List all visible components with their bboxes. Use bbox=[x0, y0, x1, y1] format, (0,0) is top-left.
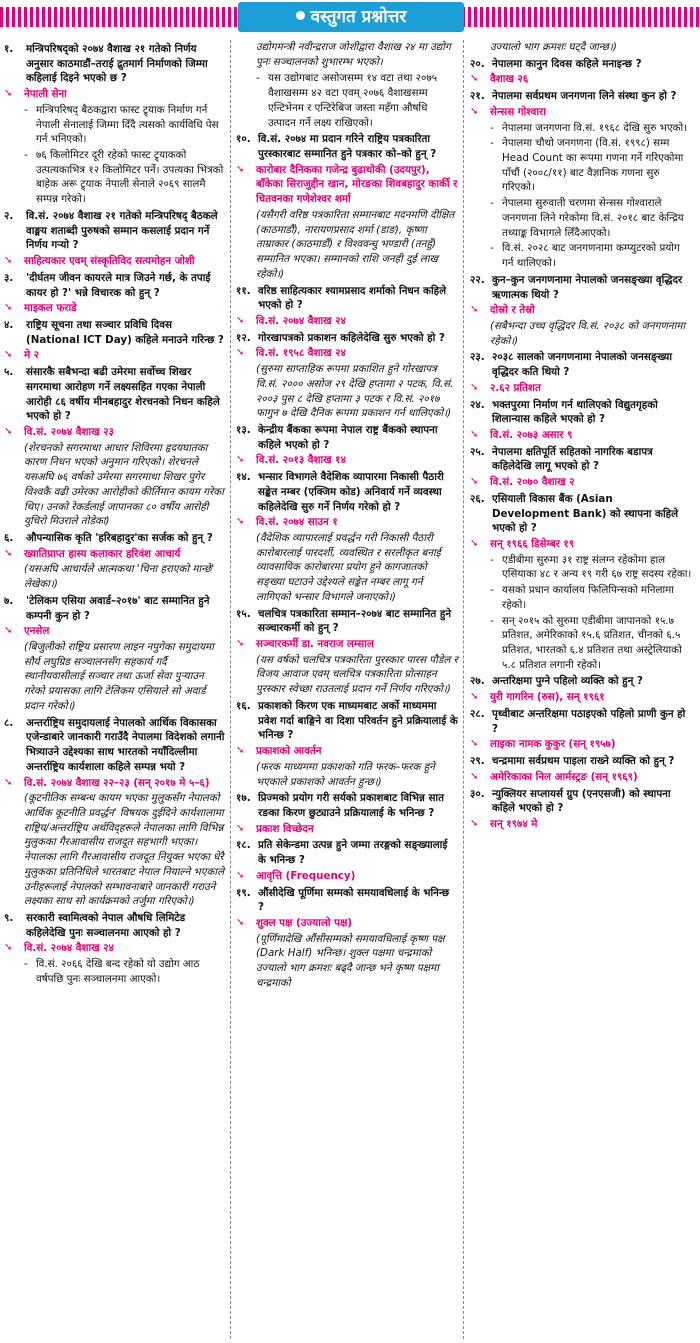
question-item bbox=[470, 674, 692, 689]
question-number: ३०. bbox=[470, 787, 485, 800]
answer-arrow-icon: ➘ bbox=[236, 916, 245, 928]
answer-text: सञ्चारकर्मी डा. नवराज लम्साल bbox=[256, 638, 374, 651]
question-number: २७. bbox=[470, 675, 485, 688]
answer-text: प्रकाश विच्छेदन bbox=[256, 822, 314, 835]
answer-arrow-icon: ➘ bbox=[470, 817, 479, 829]
bullet-dash-icon: - bbox=[490, 242, 494, 255]
answer-text: वि.सं. २०७४ वैशाख २३ bbox=[24, 425, 114, 438]
question-item bbox=[236, 699, 458, 743]
question-text: नेपालमा क्षतिपूर्ति सहितको नागरिक बडापत्र कहिलेदेखि लागू भएको हो ? bbox=[492, 445, 653, 473]
answer-item bbox=[4, 425, 226, 440]
answer-item bbox=[470, 475, 692, 490]
answer-arrow-icon: ➘ bbox=[236, 822, 245, 834]
answer-item bbox=[470, 537, 692, 552]
question-number: १८. bbox=[236, 839, 251, 852]
answer-item bbox=[236, 916, 458, 931]
question-number: ६. bbox=[4, 532, 14, 544]
answer-arrow-icon: ➘ bbox=[470, 105, 479, 117]
question-number: ३. bbox=[4, 271, 14, 284]
answer-text: वि.सं. २०७० वैशाख २ bbox=[490, 476, 575, 489]
question-item bbox=[4, 271, 226, 300]
bullet-text: वि.सं. २०६६ देखि बन्द रहेको यो उद्योग आठ वर्षपछि पुनः सञ्चालनमा आएको। bbox=[36, 958, 200, 985]
question-number: २५. bbox=[470, 445, 485, 458]
answer-arrow-icon: ➘ bbox=[4, 255, 13, 267]
answer-item bbox=[4, 87, 226, 102]
bullet-text: ७६ किलोमिटर दूरी रहेको फास्ट ट्र्याकको उत्पत्यकाभित्र १२ किलोमिटर पर्ने। उपत्यका भित्रको बाहेक अरू ट्र्याक नेपाली सेनाले २०६९ सालमै सम्पन्न गरेको। bbox=[36, 149, 224, 206]
note-text: (कूटनीतिक सम्बन्ध कायम भएका मुलुकसँग नेपालको आर्थिक कूटनीति प्रवर्द्धन' विषयक दुईदिने कार्यशालामा राष्ट्रिय/अन्तर्राष्ट्रिय अर्थविद्हरूले नेपालका लागि विभिन्न मुलुकका गैरआवासीय राजदूत सहभागी भएका। नेपालका लागि गैरआवासीय राजदूत नियुक्त भएका धेरै मुलुकका प्रतिनिधिले भारतबाट नेपाल नियाल्ने भएकाले उनीहरूलाई नेपालको सम्भावनाबारे जानकारी गराउने लक्ष्यका साथ सो कार्यक्रमको तर्जुमा गरिएको।) bbox=[24, 792, 225, 908]
question-item bbox=[236, 470, 458, 514]
bullet-text: नेपालमा सुरुवाती चरणमा सेन्सस गोश्वाराले जनगणना लिने गरेकोमा वि.सं. २०१८ बाट केन्द्रिय तथ्याङ्क विभागले लिँदैआएको। bbox=[502, 197, 684, 239]
question-text: वि.सं. २०७४ मा प्रदान गरिने राष्ट्रिय पत्रकारिता पुरस्कारबाट सम्मानित हुने पत्रकार को–को हुन् ? bbox=[258, 133, 437, 161]
answer-arrow-icon: ➘ bbox=[236, 869, 245, 881]
answer-arrow-icon: ➘ bbox=[470, 381, 479, 393]
answer-item bbox=[470, 428, 692, 443]
answer-arrow-icon: ➘ bbox=[236, 347, 245, 359]
answer-item bbox=[470, 770, 692, 785]
answer-text: सन् १९७४ मे bbox=[490, 817, 538, 830]
note-text: (यसैगरी वरिष्ठ पत्रकारिता सम्मानबाट मदनमणि दीक्षित (काठमाडौं), नारायणप्रसाद शर्मा (डाङ), कृष्णा ताम्राकार (काठमाडौं) र विश्ववन्धु भण्डारी (तनहुँ) सम्मानित भएका। सम्मानको राशि जनही दुई लाख रहेको।) bbox=[256, 208, 455, 280]
column-divider bbox=[463, 40, 464, 1339]
bullet-text: यसको प्रधान कार्यालय फिलिपिन्सको मनिलामा रहेको। bbox=[502, 584, 674, 611]
note-text: (फरक माध्यममा प्रकाशको गति फरक–फरक हुने भएकाले प्रकाशको आवर्तन हुन्छ।) bbox=[256, 760, 435, 788]
bullet-item bbox=[490, 241, 692, 270]
question-item bbox=[236, 132, 458, 161]
question-number: १. bbox=[4, 43, 14, 55]
question-number: २१. bbox=[470, 90, 485, 103]
question-text: भक्तपुरमा निर्माण गर्न थालिएको विद्युतगृहको शिलान्यास कहिले भएको हो ? bbox=[492, 398, 658, 426]
question-item bbox=[4, 716, 226, 775]
answer-text: साहित्यकार एवम् संस्कृतिविद सत्यमोहन जोशी bbox=[24, 255, 195, 268]
answer-item bbox=[470, 737, 692, 752]
bullet-item bbox=[24, 148, 226, 207]
question-number: ५. bbox=[4, 366, 14, 379]
question-item bbox=[4, 911, 226, 940]
note-text: (सुरुमा साप्ताहिक रूपमा प्रकाशित हुने गोरखापत्र वि.सं. २००० असोज २९ देखि हप्तामा २ पटक, वि.सं. २००३ पुस ८ देखि हप्तामा ३ पटक र वि.सं. २०१७ फागुन ७ देखि दैनिक रूपमा प्रकाशन गर्न थालिएको।) bbox=[256, 363, 454, 420]
bullet-item bbox=[490, 136, 692, 195]
answer-arrow-icon: ➘ bbox=[4, 425, 13, 437]
question-text: २०३८ सालको जनगणनामा नेपालको जनसङ्ख्या वृद्धिदर कति थियो ? bbox=[492, 351, 673, 379]
column-2 bbox=[236, 40, 458, 993]
question-item bbox=[236, 791, 458, 820]
answer-item bbox=[4, 776, 226, 791]
question-text: केन्द्रीय बैंकका रूपमा नेपाल राष्ट्र बैंकको स्थापना कहिले भएको हो ? bbox=[258, 423, 438, 451]
question-text: नेपालमा कानुन दिवस कहिले मनाइन्छ ? bbox=[492, 57, 642, 70]
question-item bbox=[236, 607, 458, 636]
question-item bbox=[470, 787, 692, 816]
section-title-badge bbox=[238, 2, 464, 32]
note-text: (बिजुलीको राष्ट्रिय प्रसारण लाइन नपुगेका समुदायमा सौर्य लघुग्रिड सञ्चालनसँग सहकार्य गर्दै स्थानीयवासीलाई सञ्चार तथा ऊर्जा सेवा पुऱ्याउन गरेको प्रयासका लागि टेलिकम एसियाले सो अवार्ड प्रदान गरेको।) bbox=[24, 641, 214, 712]
answer-arrow-icon: ➘ bbox=[4, 942, 13, 954]
question-item bbox=[470, 350, 692, 379]
question-number: १७. bbox=[236, 792, 251, 805]
note-text: उद्योगमन्त्री नवीन्द्रराज जोशीद्वारा वैशाख २४ मा उद्योग पुनः सञ्चालनको शुभारम्भ भएको। bbox=[256, 41, 451, 68]
question-item bbox=[470, 754, 692, 769]
answer-arrow-icon: ➘ bbox=[4, 547, 13, 559]
answer-arrow-icon: ➘ bbox=[470, 73, 479, 85]
bullet-text: एडीबीमा सुरुमा ३१ राष्ट्र संलग्न रहेकोमा हाल एसियाका ४८ र अन्य १९ गरी ६७ राष्ट्र सदस्य रहेका। bbox=[502, 553, 692, 581]
answer-item bbox=[4, 348, 226, 363]
answer-text: वि.सं. २०७४ साउन १ bbox=[256, 516, 338, 529]
bullet-dash-icon: - bbox=[490, 121, 494, 134]
bullet-dash-icon: - bbox=[24, 149, 28, 162]
answer-arrow-icon: ➘ bbox=[470, 538, 479, 549]
question-text: चलचित्र पत्रकारिता सम्मान–२०७४ बाट सम्मानित हुने सञ्चारकर्मी को हुन् ? bbox=[258, 607, 452, 635]
question-text: पृथ्वीबाट अन्तरिक्षमा पठाइएको पहिलो प्राणी कुन हो ? bbox=[492, 707, 686, 735]
answer-arrow-icon: ➘ bbox=[470, 476, 479, 488]
answer-item bbox=[470, 817, 692, 832]
bullet-item bbox=[24, 103, 226, 147]
bullet-item bbox=[490, 583, 692, 612]
bullet-text: नेपालमा चौथो जनगणना (वि.सं. १९९८) सम्म Head Count का रूपमा गणना गर्ने गरिएकोमा पाँचौं (२००८/११) बाट वैज्ञानिक गणना सुरु गरिएको। bbox=[502, 137, 684, 194]
answer-text: दोस्रो र तेस्रो bbox=[490, 304, 535, 317]
answer-arrow-icon: ➘ bbox=[4, 625, 13, 637]
answer-text: सेन्सस गोश्वारा bbox=[490, 105, 546, 118]
question-item bbox=[236, 284, 458, 313]
question-number: १३. bbox=[236, 423, 251, 436]
answer-text: कारोबार दैनिकका गजेन्द्र बुढाथोकी (उदयपुर), बाँकेका सिराजुद्दीन खान, मोरङका शिवबहादुर कार्की र चितवनका गणेशेश्वर शर्मा bbox=[256, 163, 458, 206]
note-text: उज्यालो भाग क्रमशः घट्दै जान्छ।) bbox=[490, 41, 617, 53]
question-text: सरकारी स्वामित्वको नेपाल औषधि लिमिटेड कहिलेदेखि पुनः सञ्चालनमा आएको हो ? bbox=[26, 911, 186, 939]
answer-text: लाइका नामक कुकुर (सन् १९५७) bbox=[490, 738, 616, 751]
question-number: १४. bbox=[236, 471, 251, 484]
answer-text: अमेरिकाका निल आर्मस्ट्रङ (सन् १९६९) bbox=[490, 770, 638, 783]
column-1 bbox=[4, 40, 226, 988]
answer-text: वि.सं. १९५८ वैशाख २४ bbox=[256, 347, 346, 360]
question-number: १२. bbox=[236, 331, 251, 344]
question-number: ९. bbox=[4, 911, 14, 924]
answer-item bbox=[236, 314, 458, 329]
answer-arrow-icon: ➘ bbox=[236, 638, 245, 650]
answer-item bbox=[236, 515, 458, 530]
answer-text: २.६२ प्रतिशत bbox=[490, 381, 541, 394]
bullet-item bbox=[256, 71, 458, 130]
bullet-dash-icon: - bbox=[490, 584, 494, 597]
note-text: (यस वर्षको चलचित्र पत्रकारिता पुरस्कार पारस पौडेल र विजय आवाज एवम् चलचित्र पत्रकारिता प्रोत्साहन पुरस्कार स्वेच्छा राउतलाई प्रदान गर्ने निर्णय गरिएको।) bbox=[256, 653, 458, 696]
bullet-item bbox=[490, 196, 692, 240]
question-number: ४. bbox=[4, 318, 14, 331]
answer-text: वि.सं. २०७४ वैशाख २२–२३ (सन् २०१७ मे ५–६) bbox=[24, 776, 210, 789]
answer-item bbox=[236, 822, 458, 837]
answer-text: शुक्ल पक्ष (उज्यालो पक्ष) bbox=[256, 916, 353, 929]
question-number: २९. bbox=[470, 755, 485, 768]
bullet-item bbox=[490, 121, 692, 136]
question-item bbox=[236, 423, 458, 452]
answer-item bbox=[470, 72, 692, 87]
question-number: १६. bbox=[236, 699, 251, 712]
answer-item bbox=[236, 637, 458, 652]
answer-arrow-icon: ➘ bbox=[4, 776, 13, 788]
question-number: १०. bbox=[236, 133, 251, 146]
bullet-dash-icon: - bbox=[256, 72, 260, 85]
question-text: अन्तर्राष्ट्रिय समुदायलाई नेपालको आर्थिक विकासका एजेन्डाबारे जानकारी गराउँदै नेपालमा विदेशको लगानी भित्र्याउने उद्देश्यका साथ भारतको नयाँदिल्लीमा अन्तर्राष्ट्रिय कार्यशाला कहिले सम्पन्न भयो ? bbox=[26, 716, 225, 773]
answer-arrow-icon: ➘ bbox=[236, 745, 245, 757]
bullet-item bbox=[490, 614, 692, 673]
question-item bbox=[236, 331, 458, 346]
question-text: औंसीदेखि पूर्णिमा सम्मको समयावधिलाई के भनिन्छ ? bbox=[258, 886, 450, 914]
question-text: मन्त्रिपरिषद्को २०७४ वैशाख २१ गतेको निर्णय अनुसार काठमाडौं–तराई द्रुतमार्ग निर्माणको जिम्मा कहिलाई दिइने भएको छ ? bbox=[26, 43, 208, 85]
bullet-dash-icon: - bbox=[24, 958, 28, 971]
question-text: वि.सं. २०७४ वैशाख २१ गतेको मन्त्रिपरिषद् बैठकले वाङ्मय शताब्दी पुरुषको सम्मान कसलाई प्रदान गर्ने निर्णय गऱ्यो ? bbox=[26, 209, 218, 252]
question-item bbox=[4, 594, 226, 623]
answer-item bbox=[470, 105, 692, 120]
answer-arrow-icon: ➘ bbox=[470, 428, 479, 440]
answer-item bbox=[470, 303, 692, 318]
question-number: २२. bbox=[470, 273, 485, 286]
answer-text: आवृत्ति (Frequency) bbox=[256, 869, 356, 882]
question-number: १५. bbox=[236, 607, 251, 620]
answer-arrow-icon: ➘ bbox=[470, 691, 479, 703]
answer-arrow-icon: ➘ bbox=[236, 314, 245, 326]
question-text: प्रिज्मको प्रयोग गरी सर्यको प्रकाशबाट विभिन्न सात रङका किरण छुट्याउने प्रक्रियालाई के भनिन्छ ? bbox=[258, 792, 444, 819]
answer-arrow-icon: ➘ bbox=[470, 304, 479, 316]
question-number: २६. bbox=[470, 492, 485, 505]
answer-item bbox=[236, 163, 458, 207]
bullet-text: सन् २०१५ को सुरुमा एडीबीमा जापानको १५.७ प्रतिशत, अमेरिकाको १५.६ प्रतिशत, चीनको ६.५ प्रतिशत, भारतको ६.४ प्रतिशत तथा अस्ट्रेलियाको ५.८ प्रतिशत लगानी रहेको। bbox=[502, 614, 682, 671]
answer-item bbox=[236, 744, 458, 759]
question-number: २८. bbox=[470, 707, 485, 720]
answer-text: वि.सं. २०७३ असार ९ bbox=[490, 428, 573, 441]
answer-text: वि.सं. २०७४ वैशाख २४ bbox=[24, 942, 114, 955]
note-text: (सबैभन्दा उच्च वृद्धिदर वि.सं. २०३८ को जनगणनामा रहेको।) bbox=[490, 319, 686, 347]
answer-item bbox=[236, 869, 458, 884]
question-text: अन्तरिक्षमा पुग्ने पहिलो व्यक्ति को हुन् ? bbox=[492, 675, 643, 688]
answer-arrow-icon: ➘ bbox=[470, 770, 479, 782]
answer-text: नेपाली सेना bbox=[24, 88, 67, 101]
question-item bbox=[470, 89, 692, 104]
question-text: राष्ट्रिय सूचना तथा सञ्चार प्रविधि दिवस (National ICT Day) कहिले मनाउने गरिन्छ ? bbox=[26, 318, 224, 346]
question-text: 'दीर्घतम जीवन कायरले मात्र जिउने गर्छ, के तपाई कायर हो ?' भन्ने विचारक को हुन् ? bbox=[26, 271, 211, 299]
answer-arrow-icon: ➘ bbox=[4, 349, 13, 361]
column-3 bbox=[470, 40, 692, 833]
question-text: वरिष्ठ साहित्यकार श्यामप्रसाद शर्माको निधन कहिले भएको हो ? bbox=[258, 284, 447, 312]
bullet-item bbox=[24, 957, 226, 986]
answer-arrow-icon: ➘ bbox=[236, 454, 245, 466]
question-text: एसियाली विकास बैंक (Asian Development Bank) को स्थापना कहिले भएको हो ? bbox=[492, 492, 679, 535]
question-item bbox=[4, 531, 226, 546]
answer-arrow-icon: ➘ bbox=[470, 738, 479, 750]
answer-text: वैशाख २६ bbox=[490, 73, 529, 86]
answer-text: वि.सं. २०७४ वैशाख २४ bbox=[256, 314, 346, 327]
question-item bbox=[470, 398, 692, 427]
question-text: भन्सार विभागले वैदेशिक व्यापारमा निकासी पैठारी सङ्केत नम्बर (एक्जिम कोड) अनिवार्य गर्ने व्यवस्था कहिलेदेखि सुरु गर्ने निर्णय गरेको हो ? bbox=[258, 471, 444, 513]
answer-arrow-icon: ➘ bbox=[4, 302, 13, 314]
answer-text: सन् १९६६ डिसेम्बर १९ bbox=[490, 538, 575, 550]
question-number: २३. bbox=[470, 351, 485, 364]
answer-item bbox=[4, 254, 226, 269]
question-number: २०. bbox=[470, 57, 485, 70]
answer-arrow-icon: ➘ bbox=[236, 516, 245, 528]
answer-item bbox=[4, 624, 226, 639]
answer-item bbox=[470, 381, 692, 396]
bullet-dash-icon: - bbox=[490, 614, 494, 627]
note-text: (वैदेशिक व्यापारलाई प्रवर्द्धन गरी निकासी पैठारी कारोबारलाई पारदर्शी, व्यवस्थित र सरलीकृत बनाई व्यावसायिक कारोबारमा प्रयोग हुने कागजातको सङ्ख्या घटाउने उद्देश्यले सङ्केत नम्बर लागू गर्न लागिएको भन्सार विभागले जनाएको।) bbox=[256, 532, 441, 603]
question-text: नेपालमा सर्वप्रथम जनगणना लिने संस्था कुन हो ? bbox=[492, 90, 677, 103]
answer-text: एनसेल bbox=[24, 625, 50, 638]
answer-text: मे २ bbox=[24, 349, 40, 362]
answer-arrow-icon: ➘ bbox=[236, 163, 245, 175]
bullet-text: यस उद्योगबाट असोजसम्म १४ वटा तथा २०७५ वैशाखसम्म ४२ वटा एवम् २०७६ वैशाखसम्म एन्टिभेनम र एन्टिरेबिज जस्ता महँगा औषधि उत्पादन गर्ने लक्ष्य राखिएको। bbox=[268, 72, 438, 129]
question-item bbox=[4, 42, 226, 86]
question-item bbox=[470, 492, 692, 536]
answer-item bbox=[236, 346, 458, 361]
bullet-text: नेपालमा जनगणना वि.सं. १९६८ देखि सुरु भएको। bbox=[502, 121, 688, 134]
question-text: न्युक्लियर सप्लायर्स ग्रुप (एनएसजी) को स्थापना कहिले भएको हो ? bbox=[492, 787, 671, 815]
note-text: (यसअघि आचार्यले आत्मकथा 'चिना हराएको मान्छे' लेखेका।) bbox=[24, 563, 215, 591]
question-item bbox=[470, 273, 692, 302]
question-text: संसारकै सबैभन्दा बढी उमेरमा सर्वोच्च शिखर सगरमाथा आरोहण गर्ने लक्ष्यसहित गएका नेपाली आरोही ८६ वर्षीय मीनबहादुर शेरचनको निधन कहिले भएको हो ? bbox=[26, 366, 220, 423]
bullet-dash-icon: - bbox=[490, 553, 494, 566]
note-text: (शेरचनको सगरमाथा आधार शिविरमा हृदयघातका कारण निधन भएको अनुमान गरिएको। शेरचनले यसअघि ७६ वर्षको उमेरमा सगरमाथा शिखर पुगेर विश्वकै वढी उमेरका आरोहीको कीर्तिमान कायम गरेका थिए। उनको रेकर्डलाई जापानका ८० वर्षीय आरोही युचिरो मिउराले तोडेका) bbox=[24, 441, 224, 528]
answer-text: माइकल फराडे bbox=[24, 302, 77, 315]
question-text: चन्द्रमामा सर्वप्रथम पाइला राख्ने व्यक्ति को हुन् ? bbox=[492, 755, 675, 768]
question-item bbox=[236, 838, 458, 867]
question-text: गोरखापत्रको प्रकाशन कहिलेदेखि सुरु भएको हो ? bbox=[258, 331, 445, 344]
answer-item bbox=[4, 941, 226, 956]
question-text: कुन–कुन जनगणनामा नेपालको जनसङ्ख्या वृद्धिदर ऋणात्मक थियो ? bbox=[492, 273, 683, 301]
question-item bbox=[470, 57, 692, 72]
question-item bbox=[4, 365, 226, 424]
question-number: २. bbox=[4, 209, 14, 222]
question-number: १९. bbox=[236, 886, 251, 899]
answer-text: प्रकाशको आवर्तन bbox=[256, 745, 322, 758]
bullet-text: वि.सं. २०२८ बाट जनगणनामा कम्प्युटरको प्रयोग गर्न थालिएको। bbox=[502, 242, 680, 270]
question-item bbox=[470, 707, 692, 736]
bullet-dash-icon: - bbox=[24, 103, 28, 116]
question-number: ७. bbox=[4, 594, 14, 607]
question-text: प्रति सेकेन्डमा उत्पन्न हुने जम्मा तरङ्गको सङ्ख्यालाई के भनिन्छ ? bbox=[258, 839, 448, 867]
bullet-dash-icon: - bbox=[490, 197, 494, 210]
answer-arrow-icon: ➘ bbox=[4, 88, 13, 100]
bullet-text: मन्त्रिपरिषद् बैठकद्वारा फास्ट ट्र्याक निर्माण गर्न नेपाली सेनालाई जिम्मा दिँदै त्यसको कार्यविधि पेस गर्न भनिएको। bbox=[36, 103, 219, 146]
question-number: ११. bbox=[236, 284, 251, 297]
note-text: (पूर्णिमादेखि औंसीसम्मको समयावधिलाई कृष्ण पक्ष (Dark Half) भनिन्छ। शुक्ल पक्षमा चन्द्रमाको उज्यालो भाग क्रमशः बढ्दै जान्छ भने कृष्ण पक्षमा चन्द्रमाको bbox=[256, 932, 445, 989]
column-divider bbox=[230, 40, 231, 1339]
answer-item bbox=[470, 690, 692, 705]
question-text: प्रकाशको किरण एक माध्यमबाट अर्को माध्यममा प्रवेश गर्दा बाङ्गिने वा दिशा परिवर्तन हुने प्रक्रियालाई के भनिन्छ ? bbox=[258, 699, 458, 742]
question-text: औपन्यासिक कृति 'हरिबहादुर'का सर्जक को हुन् ? bbox=[26, 532, 213, 544]
answer-item bbox=[236, 453, 458, 468]
answer-text: वि.सं. २०१३ वैशाख १४ bbox=[256, 454, 346, 467]
question-number: २४. bbox=[470, 398, 485, 411]
answer-item bbox=[4, 301, 226, 316]
page-header bbox=[0, 0, 700, 34]
question-item bbox=[4, 209, 226, 253]
bullet-item bbox=[490, 553, 692, 582]
question-item bbox=[4, 318, 226, 347]
answer-text: युरी गागरिन (रुस), सन् १९६१ bbox=[490, 691, 605, 704]
section-title: वस्तुगत प्रश्नोत्तर bbox=[310, 7, 407, 27]
bullet-dot-icon bbox=[296, 11, 305, 20]
question-item bbox=[470, 445, 692, 474]
answer-item bbox=[4, 547, 226, 562]
bullet-dash-icon: - bbox=[490, 137, 494, 150]
question-item bbox=[236, 886, 458, 915]
question-text: 'टेलिकम एसिया अवार्ड–२०१७' बाट सम्मानित हुने कम्पनी कुन हो ? bbox=[26, 594, 210, 622]
answer-text: ख्यातिप्राप्त हास्य कलाकार हरिवंश आचार्य bbox=[24, 547, 181, 560]
question-number: ८. bbox=[4, 716, 14, 729]
